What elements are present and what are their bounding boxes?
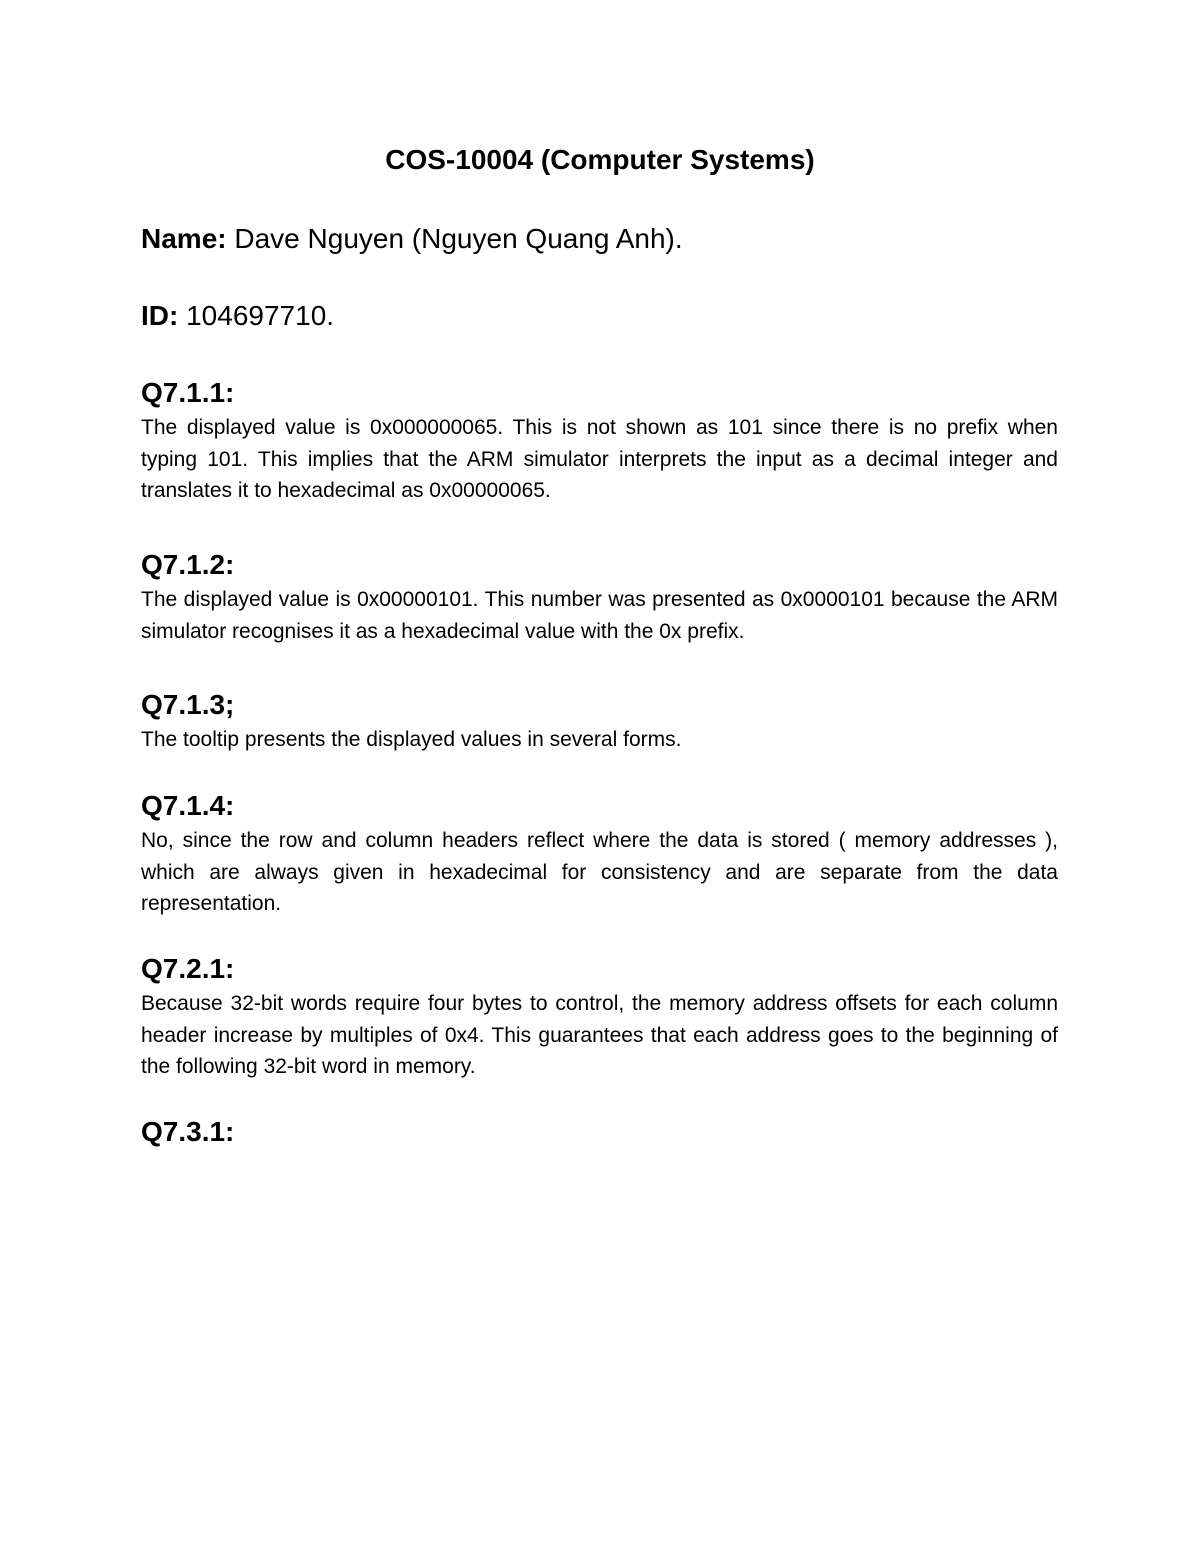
student-id-line [141, 298, 334, 334]
question-answer-7-1-1: The displayed value is 0x000000065. This is not shown as 101 since there is no prefix when typing 101. This implies that the ARM simulator interprets the input as a decimal integer and translates it to hexadecimal as 0x00000065. [141, 416, 1058, 502]
question-heading-7-1-4: Q7.1.4: [141, 790, 235, 821]
document-title: COS-10004 (Computer Systems) [385, 144, 815, 175]
question-heading-7-1-1: Q7.1.1: [141, 377, 235, 408]
name-value: Dave Nguyen (Nguyen Quang Anh). [234, 223, 683, 254]
question-heading-7-2-1: Q7.2.1: [141, 953, 235, 984]
question-answer-7-1-3: The tooltip presents the displayed values in several forms. [141, 728, 682, 751]
question-answer-7-2-1: Because 32-bit words require four bytes to control, the memory address offsets for each column header increase by multiples of 0x4. This guarantees that each address goes to the beginning of the following 32-bit word in memory. [141, 992, 1058, 1078]
id-value: 104697710. [186, 300, 335, 331]
question-answer-7-1-4: No, since the row and column headers reflect where the data is stored ( memory addresses ), which are always given in hexadecimal for consistency and are separate from the data representation. [141, 829, 1058, 915]
id-label: ID: [141, 300, 179, 331]
question-heading-7-3-1: Q7.3.1: [141, 1116, 235, 1147]
student-name-line [141, 221, 683, 257]
question-answer-7-1-2: The displayed value is 0x00000101. This number was presented as 0x0000101 because the ARM simulator recognises it as a hexadecimal value with the 0x prefix. [141, 588, 1058, 643]
question-heading-7-1-3: Q7.1.3; [141, 689, 235, 720]
question-heading-7-1-2: Q7.1.2: [141, 549, 235, 580]
name-label: Name: [141, 223, 227, 254]
